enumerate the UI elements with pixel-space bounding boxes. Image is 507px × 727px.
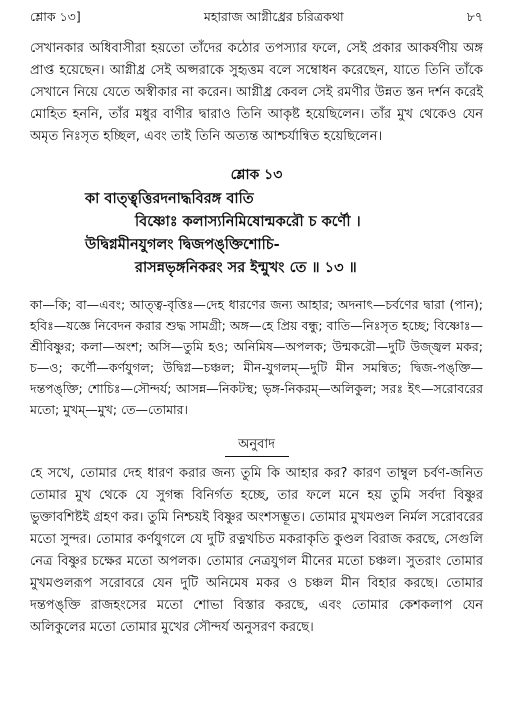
verse-line-2: বিষ্ণোঃ কলাস্যনিমিষোন্মকরৌ চ কর্ণৌ । (135, 214, 361, 230)
header-chapter-title: মহারাজ আগ্নীধ্রের চরিত্রকথা (203, 9, 344, 24)
verse-line-1: কা বাত্ত্বৃত্তিরদনাদ্ধবিরঙ্গ বাতি (85, 191, 254, 207)
translation-paragraph: হে সখে, তোমার দেহ ধারণ করার জন্য তুমি কি আহার কর? কারণ তাম্বুল চর্বণ-জনিত তোমার মুখ থেকে যে সুগন্ধ বিনির্গত হচ্ছে, তার ফলে মনে হয় তুমি সর্বদা বিষ্ণুর ভুক্তাবশিষ্টই গ্রহণ কর। তুমি নিশ্চয়ই বিষ্ণুর অংশসম্ভূত। তোমার মুখমণ্ডল নির্মল সরোবরের মতো সুন্দর। তোমার কর্ণযুগলে যে দুটি রত্নখচিত মকরাকৃতি কুণ্ডল বিরাজ করছে, সেগুলি নেত্র বিষ্ণুর চক্ষের মতো অপলক। তোমার নেত্রযুগল মীনের মতো চঞ্চল। সুতরাং তোমার মুখমণ্ডলরূপ সরোবরে যেন দুটি অনিমেষ মকর ও চঞ্চল মীন বিহার করছে। তোমার দন্তপঙ্‌ক্তি রাজহংসের মতো শোভা বিস্তার করছে, এবং তোমার কেশকলাপ যেন অলিকুলের মতো তোমার মুখের সৌন্দর্য অনুসরণ করছে। (30, 466, 483, 635)
word-for-word-synonyms: কা—কি; বা—এবং; আত্ত্ব-বৃত্তিঃ—দেহ ধারণের জন্য আহার; অদনাৎ—চর্বণের দ্বারা (পান); হবিঃ—যজ্ঞে নিবেদন করার শুদ্ধ সামগ্রী; অঙ্গ—হে প্রিয় বন্ধু; বাতি—নিঃসৃত হচ্ছে; বিষ্ণোঃ—শ্রীবিষ্ণুর; কলা—অংশ; অসি—তুমি হও; অনিমিষ—অপলক; উন্মকরৌ—দুটি উজ্জ্বল মকর; চ—ও; কর্ণৌ—কর্ণযুগল; উদ্বিগ্ন—চঞ্চল; মীন-যুগলম্—দুটি মীন সমন্বিত; দ্বিজ-পঙ্‌ক্তি—দন্তপঙ্‌ক্তি; শোচিঃ—সৌন্দর্য; আসন্ন—নিকটস্থ; ভৃঙ্গ-নিকরম্—অলিকুল; সরঃ ইৎ—সরোবরের মতো; মুখম্—মুখ; তে—তোমার। (30, 297, 483, 417)
sanskrit-verse (30, 188, 483, 280)
page-number: ৮৭ (466, 9, 483, 24)
verse-line-3: উদ্বিগ্নমীনযুগলং দ্বিজপঙ্‌ক্তিশোচি- (85, 237, 280, 253)
translation-heading: অনুবাদ (238, 437, 275, 452)
verse-line-4: রাসন্নভৃঙ্গনিকরং সর ইন্মুখং তে ॥ ১৩ ॥ (135, 260, 357, 276)
verse-title: শ্লোক ১৩ (230, 167, 283, 183)
header-verse-ref: শ্লোক ১৩] (30, 9, 81, 24)
purport-paragraph: সেখানকার অধিবাসীরা হয়তো তাঁদের কঠোর তপস্যার ফলে, সেই প্রকার আকর্ষণীয় অঙ্গ প্রাপ্ত হয়েছেন। আগ্নীধ্র সেই অপ্সরাকে সুহৃত্তম বলে সম্বোধন করেছেন, যাতে তিনি তাঁকে সেখানে নিয়ে যেতে অস্বীকার না করেন। আগ্নীধ্র কেবল সেই রমণীর উন্নত স্তন দর্শন করেই মোহিত হননি, তাঁর মধুর বাণীর দ্বারাও তিনি আকৃষ্ট হয়েছিলেন। তাঁর মুখ থেকেও যেন অমৃত নিঃসৃত হচ্ছিল, এবং তাই তিনি অত্যন্ত আশ্চর্যান্বিত হয়েছিলেন। (30, 41, 483, 144)
heading-underline (225, 456, 289, 457)
running-header (30, 8, 483, 26)
